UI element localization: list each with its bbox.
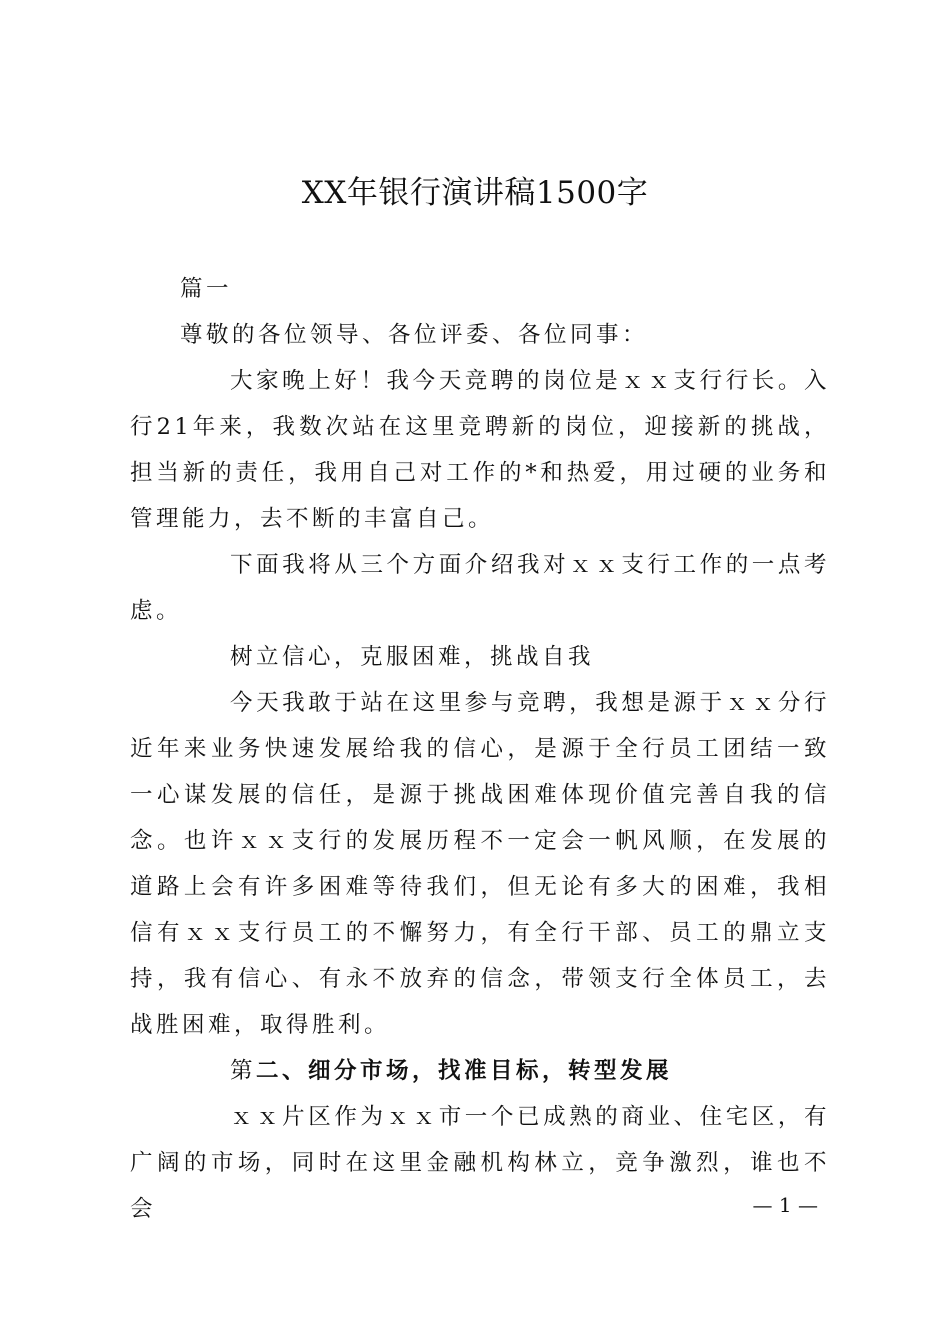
paragraph-greeting: 大家晚上好！我今天竞聘的岗位是ｘｘ支行行长。入行21年来，我数次站在这里竞聘新的岗位，迎接新的挑战，担当新的责任，我用自己对工作的*和热爱，用过硬的业务和管理能力，去不断的丰富自己。 bbox=[130, 368, 830, 532]
heading-second-prefix: 第 bbox=[230, 1058, 257, 1084]
heading-first: 树立信心，克服困难，挑战自我 bbox=[230, 644, 595, 670]
page-number: — 1 — bbox=[752, 1193, 818, 1217]
heading-second-text: 二、细分市场，找准目标，转型发展 bbox=[256, 1058, 673, 1084]
paragraph-confidence: 今天我敢于站在这里参与竞聘，我想是源于ｘｘ分行近年来业务快速发展给我的信心，是源于全行员工团结一致一心谋发展的信任，是源于挑战困难体现价值完善自我的信念。也许ｘｘ支行的发展历程不一定会一帆风顺，在发展的道路上会有许多困难等待我们，但无论有多大的困难，我相信有ｘｘ支行员工的不懈努力，有全行干部、员工的鼎立支持，我有信心、有永不放弃的信念，带领支行全体员工，去战胜困难，取得胜利。 bbox=[130, 690, 830, 1038]
document-title: XX年银行演讲稿1500字 bbox=[301, 175, 649, 211]
salutation: 尊敬的各位领导、各位评委、各位同事： bbox=[180, 322, 649, 348]
paragraph-intro: 下面我将从三个方面介绍我对ｘｘ支行工作的一点考虑。 bbox=[130, 552, 830, 624]
document-body bbox=[130, 266, 830, 1232]
heading-second bbox=[130, 1048, 830, 1094]
section-label: 篇一 bbox=[180, 276, 233, 302]
paragraph-market: ｘｘ片区作为ｘｘ市一个已成熟的商业、住宅区，有广阔的市场，同时在这里金融机构林立，竞争激烈，谁也不会 bbox=[130, 1104, 830, 1222]
